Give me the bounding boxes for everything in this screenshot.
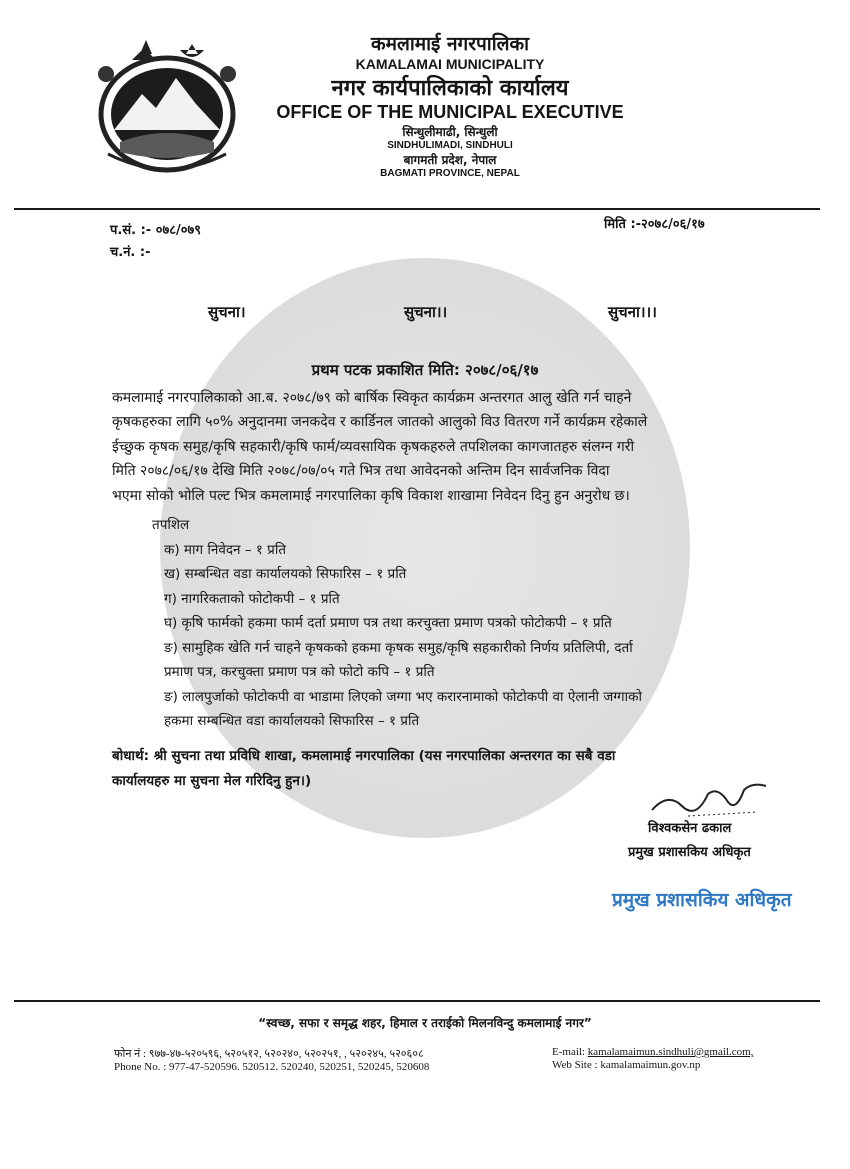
municipality-name-np: कमलामाई नगरपालिका [370, 33, 530, 55]
notice-label-1: सुचना। [208, 303, 246, 321]
list-item: प्रमाण पत्र, करचुक्ता प्रमाण पत्र को फोटो कपि – १ प्रति [164, 664, 435, 680]
location-en: SINDHULIMADI, SINDHULI [387, 140, 513, 151]
municipality-slogan: “स्वच्छ, सफा र समृद्ध शहर, हिमाल र तराईको मिलनविन्दु कमलामाई नगर” [258, 1016, 592, 1030]
phone-en: Phone No. : 977-47-520596. 520512. 520240, 520251, 520245, 520608 [114, 1061, 430, 1073]
email-row [552, 1046, 753, 1059]
location-np: सिन्धुलीमाढी, सिन्धुली [402, 125, 498, 139]
copy-to-line: कार्यालयहरु मा सुचना मेल गरिदिनु हुन।) [112, 772, 312, 789]
dispatch-number: च.नं. :- [110, 245, 151, 260]
list-item: ख) सम्बन्धित वडा कार्यालयको सिफारिस – १ प्रति [164, 566, 407, 582]
body-line: मिति २०७८/०६/१७ देखि मिति २०७८/०७/०५ गते भित्र तथा आवेदनको अन्तिम दिन सार्वजनिक विदा [112, 463, 610, 480]
office-name-np: नगर कार्यपालिकाको कार्यालय [331, 76, 569, 101]
letterhead [250, 30, 650, 179]
nepal-emblem-logo [84, 34, 250, 184]
required-documents-list [112, 513, 772, 734]
website-row [552, 1059, 753, 1072]
notice-body [112, 386, 762, 508]
list-item: घ) कृषि फार्मको हकमा फार्म दर्ता प्रमाण पत्र तथा करचुक्ता प्रमाण पत्रको फोटोकपी – १ प्रति [164, 615, 612, 631]
phone-np: फोन नं : ९७७-४७-५२०५९६, ५२०५१२, ५२०२४०, ५२०२५१, , ५२०२४५, ५२०६०८ [114, 1048, 424, 1060]
phone-numbers [114, 1048, 429, 1074]
notice-label-3: सुचना।।। [608, 303, 657, 321]
list-item: ङ) सामुहिक खेति गर्न चाहने कृषकको हकमा कृषक समुह/कृषि सहकारीको निर्णय प्रतिलिपी, दर्ता [164, 639, 633, 656]
list-item: क) माग निवेदन – १ प्रति [164, 541, 287, 558]
contact-info [552, 1046, 753, 1072]
list-item: ग) नागरिकताको फोटोकपी – १ प्रति [164, 590, 340, 607]
handwritten-signature [648, 772, 778, 822]
province-np: बागमती प्रदेश, नेपाल [403, 153, 497, 167]
official-stamp: प्रमुख प्रशासकिय अधिकृत [612, 889, 792, 911]
body-line: ईच्छुक कृषक समुह/कृषि सहकारी/कृषि फार्म/व्यवसायिक कृषकहरुले तपशिलका कागजातहरु संलग्न गरी [112, 438, 635, 455]
list-item: हकमा सम्बन्धित वडा कार्यालयको सिफारिस – १ प्रति [164, 713, 420, 729]
body-line: भएमा सोको भोलि पल्ट भित्र कमलामाई नगरपालिका कृषि विकाश शाखामा निवेदन दिनु हुन अनुरोध छ। [112, 487, 630, 504]
website-label: Web Site : [552, 1059, 598, 1071]
published-date: प्रथम पटक प्रकाशित मिति: २०७८/०६/१७ [311, 361, 539, 379]
email-link[interactable]: kamalamaimun.sindhuli@gmail.com, [587, 1046, 754, 1058]
notice-label-2: सुचना।। [404, 303, 448, 321]
copy-to-line: बोधार्थ: श्री सुचना तथा प्रविधि शाखा, कमलामाई नगरपालिका (यस नगरपालिका अन्तरगत का सबै वडा [112, 748, 616, 764]
letter-date: मिति :-२०७८/०६/१७ [604, 217, 705, 232]
list-item: ङ) लालपुर्जाको फोटोकपी वा भाडामा लिएको जग्गा भए करारनामाको फोटोकपी वा ऐलानी जग्गाको [164, 688, 643, 705]
website-link[interactable]: kamalamaimun.gov.np [600, 1059, 701, 1071]
signatory-name: विश्वकसेन ढकाल [648, 821, 732, 836]
signatory-title: प्रमुख प्रशासकिय अधिकृत [628, 845, 751, 860]
municipality-name-en: KAMALAMAI MUNICIPALITY [355, 56, 545, 72]
footer-divider [14, 1000, 820, 1002]
header-divider [14, 208, 820, 210]
reference-number: प.सं. :- ०७८/०७९ [110, 223, 202, 238]
office-name-en: OFFICE OF THE MUNICIPAL EXECUTIVE [276, 102, 624, 122]
province-en: BAGMATI PROVINCE, NEPAL [380, 168, 520, 179]
email-label: E-mail: [552, 1046, 585, 1058]
list-heading: तपशिल [152, 517, 190, 533]
body-line: कृषकहरुका लागि ५०% अनुदानमा जनकदेव र कार्डिनल जातको आलुको विउ वितरण गर्ने कार्यक्रम रहेकाले [112, 414, 648, 431]
body-line: कमलामाई नगरपालिकाको आ.ब. २०७८/७९ को बार्षिक स्विकृत कार्यक्रम अन्तरगत आलु खेति गर्न चाहने [112, 390, 632, 406]
